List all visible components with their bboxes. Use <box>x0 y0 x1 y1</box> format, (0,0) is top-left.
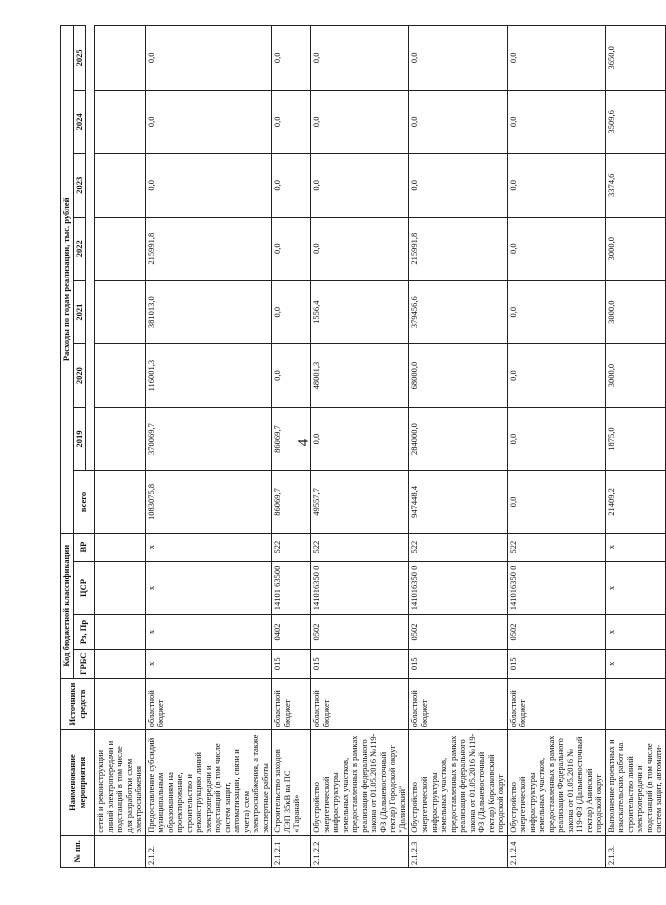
row-total <box>95 471 146 533</box>
row-name: сетей и реконструкции линий электропередачи и подстанций в том числе для разработки схем электроснабжения <box>95 730 146 835</box>
row-year-value: 0,0 <box>507 217 605 280</box>
table-row <box>605 26 665 868</box>
col-year-header: 2024 <box>73 90 86 153</box>
row-year-value <box>95 217 146 280</box>
row-vr: 522 <box>507 533 605 561</box>
row-source <box>95 678 146 730</box>
row-year-value: 0,0 <box>409 90 507 153</box>
row-year-value: 0,0 <box>507 407 605 470</box>
row-year-value: 0,0 <box>507 154 605 217</box>
row-rzpr: 0502 <box>507 615 605 649</box>
row-year-value: 0,0 <box>409 154 507 217</box>
row-year-value: 1556,4 <box>311 280 409 343</box>
row-vr: 522 <box>311 533 409 561</box>
row-year-value: 0,0 <box>311 407 409 470</box>
row-num: 2.1.2.3 <box>409 835 507 867</box>
row-year-value: 215991,8 <box>145 217 272 280</box>
col-name-header: Наименование мероприятия <box>61 730 95 835</box>
row-total: 947448,4 <box>409 471 507 533</box>
row-year-value: 0,0 <box>272 154 311 217</box>
table-row <box>311 26 409 868</box>
col-year-header: 2025 <box>73 26 86 91</box>
row-total: 1083075,8 <box>145 471 272 533</box>
row-vr: x <box>145 533 272 561</box>
row-source: областной бюджет <box>311 678 409 730</box>
row-year-value: 48001,3 <box>311 344 409 407</box>
row-name: Предоставление субсидий муниципальным образованиям на проектирование, строительство и реконструкцию линий электропередачи и подстанций (в том числе систем защит, автоматизации, связи и учета) схем электроснабжения, а также экспертные работы <box>145 730 272 835</box>
row-year-value: 0,0 <box>507 280 605 343</box>
table-row <box>145 26 272 868</box>
col-year-header: 2019 <box>73 407 86 470</box>
row-year-value: 3650,0 <box>605 26 665 91</box>
row-vr <box>95 533 146 561</box>
table-row <box>409 26 507 868</box>
col-vr-header: ВР <box>73 533 95 561</box>
row-num: 2.1.2.2 <box>311 835 409 867</box>
row-name: Выполнение проектных и изыскательских работ на строительство линий электропередачи и подстанций (в том числе систем защит, автомати- <box>605 730 665 835</box>
row-num: 2.1.3. <box>605 835 665 867</box>
row-year-value: 0,0 <box>272 280 311 343</box>
row-name: Строительство заходов ЛЭП 35кВ на ПС «Таранай» <box>272 730 311 835</box>
row-rzpr: x <box>145 615 272 649</box>
row-year-value: 0,0 <box>507 90 605 153</box>
row-year-value: 381013,0 <box>145 280 272 343</box>
row-year-value: 86069,7 <box>272 407 311 470</box>
row-num: 2.1.2.4 <box>507 835 605 867</box>
row-csr: x <box>145 561 272 615</box>
row-grbs: x <box>605 649 665 678</box>
col-grbs-header: ГРБС <box>73 649 95 678</box>
row-source <box>605 678 665 730</box>
row-year-value <box>95 344 146 407</box>
table-row <box>95 26 146 868</box>
row-grbs: 015 <box>409 649 507 678</box>
col-num-header: № пп. <box>61 835 95 867</box>
row-total: 49557,7 <box>311 471 409 533</box>
row-csr <box>95 561 146 615</box>
row-rzpr: 0402 <box>272 615 311 649</box>
row-year-value: 3509,6 <box>605 90 665 153</box>
row-vr: 522 <box>272 533 311 561</box>
row-source: областной бюджет <box>507 678 605 730</box>
row-year-value: 3000,0 <box>605 344 665 407</box>
row-csr: 141016350 0 <box>507 561 605 615</box>
row-year-value: 1875,0 <box>605 407 665 470</box>
row-year-value: 0,0 <box>409 26 507 91</box>
row-total: 21409,2 <box>605 471 665 533</box>
row-year-value: 0,0 <box>145 90 272 153</box>
row-grbs: 015 <box>272 649 311 678</box>
row-year-value: 0,0 <box>272 344 311 407</box>
row-year-value <box>95 26 146 91</box>
col-code-header: Код бюджетной классификации <box>61 533 74 678</box>
row-name: Обустройство энергетической инфраструктуры земельных участков, предоставленных в рамках реализации федерального закона от 01.05.2016 №119-ФЗ (Дальневосточный гектар) Городской округ "Долинский" <box>311 730 409 835</box>
row-year-value: 0,0 <box>311 154 409 217</box>
row-name: Обустройство энергетической инфраструктуры земельных участков, предоставленных в рамках реализации Федерального закона от 01.05.2016 № 119-ФЗ (Дальневосточный гектар) Анивский городской округ <box>507 730 605 835</box>
row-rzpr: 0502 <box>311 615 409 649</box>
row-num <box>95 835 146 867</box>
col-year-header: 2023 <box>73 154 86 217</box>
col-total-header: всего <box>73 471 95 533</box>
row-year-value: 284000,0 <box>409 407 507 470</box>
row-year-value: 3374,6 <box>605 154 665 217</box>
page-number: 4 <box>295 438 312 447</box>
col-expenses-header: Расходы по годам реализации, тыс. рублей <box>61 26 74 534</box>
row-year-value <box>95 407 146 470</box>
col-year-header: 2020 <box>73 344 86 407</box>
row-rzpr: x <box>605 615 665 649</box>
row-grbs <box>95 649 146 678</box>
row-source: областной бюджет <box>145 678 272 730</box>
row-vr: 522 <box>409 533 507 561</box>
row-csr: x <box>605 561 665 615</box>
row-year-value: 0,0 <box>272 90 311 153</box>
row-year-value: 0,0 <box>311 90 409 153</box>
row-num: 2.1.2. <box>145 835 272 867</box>
col-year-header: 2021 <box>73 280 86 343</box>
row-grbs: x <box>145 649 272 678</box>
row-name: Обустройство энергетической инфраструктуры земельных участков, предоставленных в рамках реализации федерального закона от 01.05.2016 №119-ФЗ (Дальневосточный гектар) Корсаковский городской округ <box>409 730 507 835</box>
budget-table-area <box>60 25 664 868</box>
row-year-value: 0,0 <box>507 344 605 407</box>
row-num: 2.1.2.1 <box>272 835 311 867</box>
col-csr-header: ЦСР <box>73 561 95 615</box>
row-year-value: 0,0 <box>145 154 272 217</box>
row-grbs: 015 <box>507 649 605 678</box>
table-row <box>507 26 605 868</box>
table-row <box>272 26 311 868</box>
row-year-value <box>95 90 146 153</box>
row-csr: 141016350 0 <box>311 561 409 615</box>
row-year-value: 0,0 <box>507 26 605 91</box>
col-source-header: Источники средств <box>61 678 95 730</box>
row-year-value: 68000,0 <box>409 344 507 407</box>
row-year-value: 370069,7 <box>145 407 272 470</box>
row-source: областной бюджет <box>272 678 311 730</box>
row-year-value: 379456,6 <box>409 280 507 343</box>
row-csr: 14101 63500 <box>272 561 311 615</box>
row-year-value: 215991,8 <box>409 217 507 280</box>
row-total: 86069,7 <box>272 471 311 533</box>
row-year-value: 0,0 <box>272 26 311 91</box>
row-rzpr <box>95 615 146 649</box>
row-year-value: 116001,3 <box>145 344 272 407</box>
row-year-value: 3000,0 <box>605 280 665 343</box>
row-year-value <box>95 280 146 343</box>
col-rzpr-header: Рз, Пр <box>73 615 95 649</box>
row-year-value: 0,0 <box>145 26 272 91</box>
budget-table <box>60 25 666 868</box>
row-year-value: 0,0 <box>311 217 409 280</box>
row-grbs: 015 <box>311 649 409 678</box>
row-year-value <box>95 154 146 217</box>
row-rzpr: 0502 <box>409 615 507 649</box>
col-year-header: 2022 <box>73 217 86 280</box>
row-csr: 141016350 0 <box>409 561 507 615</box>
row-source: областной бюджет <box>409 678 507 730</box>
row-year-value: 0,0 <box>272 217 311 280</box>
row-year-value: 0,0 <box>311 26 409 91</box>
row-vr: x <box>605 533 665 561</box>
row-total: 0,0 <box>507 471 605 533</box>
row-year-value: 3000,0 <box>605 217 665 280</box>
